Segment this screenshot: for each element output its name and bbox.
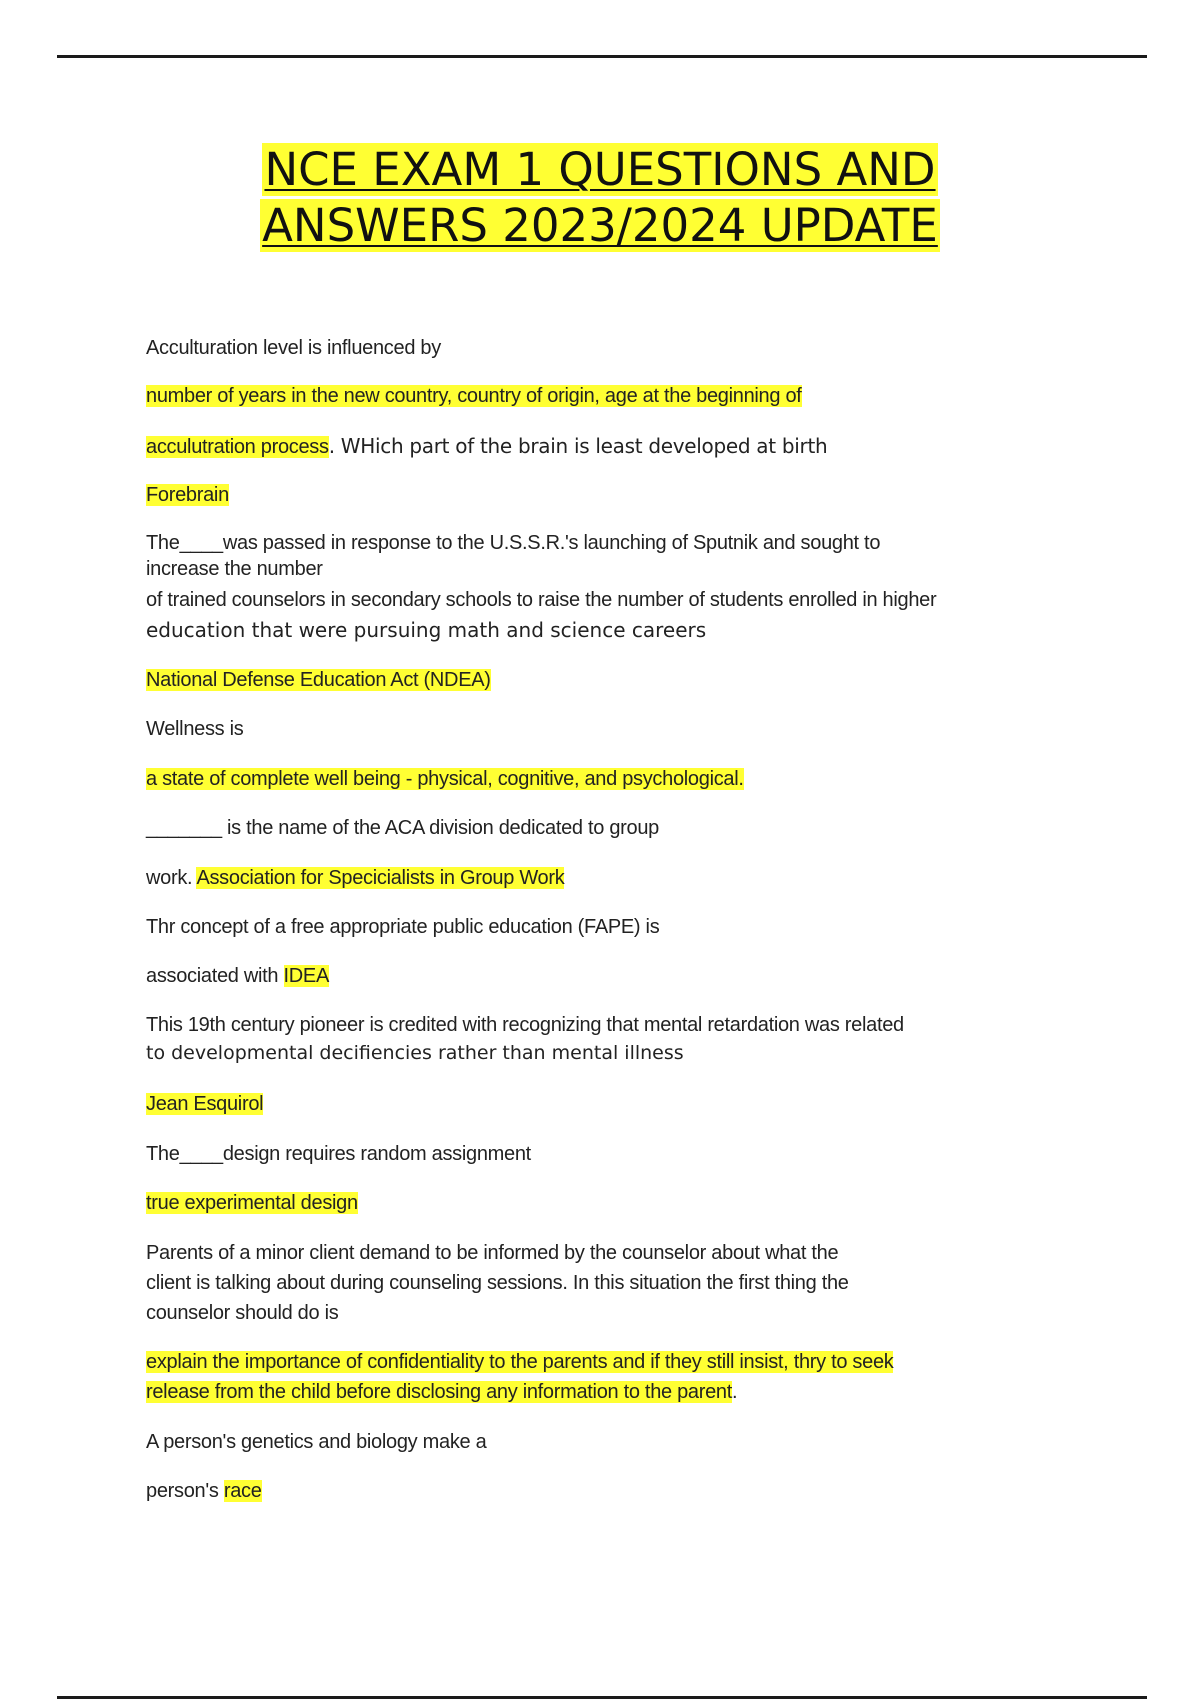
question-text: to developmental decifiencies rather than mental illness: [146, 1042, 684, 1064]
bottom-rule: [57, 1696, 1147, 1699]
answer-text: [146, 1089, 263, 1119]
answer-highlight: Jean Esquirol: [146, 1093, 264, 1115]
question-text: A person's genetics and biology make a: [146, 1431, 487, 1453]
page-title: [0, 142, 1200, 254]
question-text: Thr concept of a free appropriate public education (FAPE) is: [146, 916, 660, 938]
answer-text: [146, 381, 802, 411]
title-line-1: NCE EXAM 1 QUESTIONS AND: [264, 143, 936, 196]
question-answer-line: [146, 1476, 262, 1506]
question-text: Wellness is: [146, 718, 244, 740]
answer-highlight: release from the child before disclosing any information to the parent: [146, 1381, 733, 1403]
answer-text: [146, 1377, 737, 1407]
question-text: education that were pursuing math and science careers: [146, 618, 707, 642]
answer-text: [146, 665, 491, 695]
answer-question-line: [146, 431, 827, 462]
answer-highlight: IDEA: [283, 965, 329, 987]
answer-highlight: race: [223, 1480, 262, 1502]
answer-highlight: explain the importance of confidentiality to the parents and if they still insist, thry to seek: [146, 1351, 894, 1373]
title-line-2: ANSWERS 2023/2024 UPDATE: [262, 199, 938, 252]
answer-highlight: National Defense Education Act (NDEA): [146, 669, 491, 691]
question-text: _______ is the name of the ACA division dedicated to group: [146, 817, 659, 839]
question-text: Acculturation level is influenced by: [146, 337, 441, 359]
answer-highlight: Association for Specicialists in Group Work: [196, 867, 565, 889]
question-text: increase the number: [146, 558, 323, 580]
question-text: client is talking about during counseling sessions. In this situation the first thing the: [146, 1272, 849, 1294]
answer-text: [146, 764, 744, 794]
question-text: of trained counselors in secondary schools to raise the number of students enrolled in higher: [146, 589, 937, 611]
question-text: This 19th century pioneer is credited with recognizing that mental retardation was related: [146, 1014, 904, 1036]
answer-highlight: Forebrain: [146, 484, 229, 506]
question-answer-line: [146, 961, 329, 991]
answer-highlight: true experimental design: [146, 1192, 358, 1214]
question-text: counselor should do is: [146, 1302, 339, 1324]
answer-text: [146, 1188, 358, 1218]
answer-highlight: a state of complete well being - physical, cognitive, and psychological.: [146, 768, 744, 790]
question-text: The____design requires random assignment: [146, 1143, 531, 1165]
question-text: associated with: [146, 965, 284, 987]
answer-highlight: acculutration process: [146, 436, 329, 458]
question-text: work.: [146, 867, 197, 889]
period: .: [732, 1381, 738, 1403]
answer-highlight: number of years in the new country, country of origin, age at the beginning of: [146, 385, 802, 407]
question-text: Parents of a minor client demand to be informed by the counselor about what the: [146, 1242, 839, 1264]
question-text: . WHich part of the brain is least developed at birth: [328, 434, 828, 458]
answer-text: [146, 1347, 893, 1377]
answer-text: [146, 480, 229, 510]
top-rule: [57, 55, 1147, 58]
question-answer-line: [146, 863, 564, 893]
question-text: The____was passed in response to the U.S.S.R.'s launching of Sputnik and sought to: [146, 532, 881, 554]
question-text: person's: [146, 1480, 224, 1502]
